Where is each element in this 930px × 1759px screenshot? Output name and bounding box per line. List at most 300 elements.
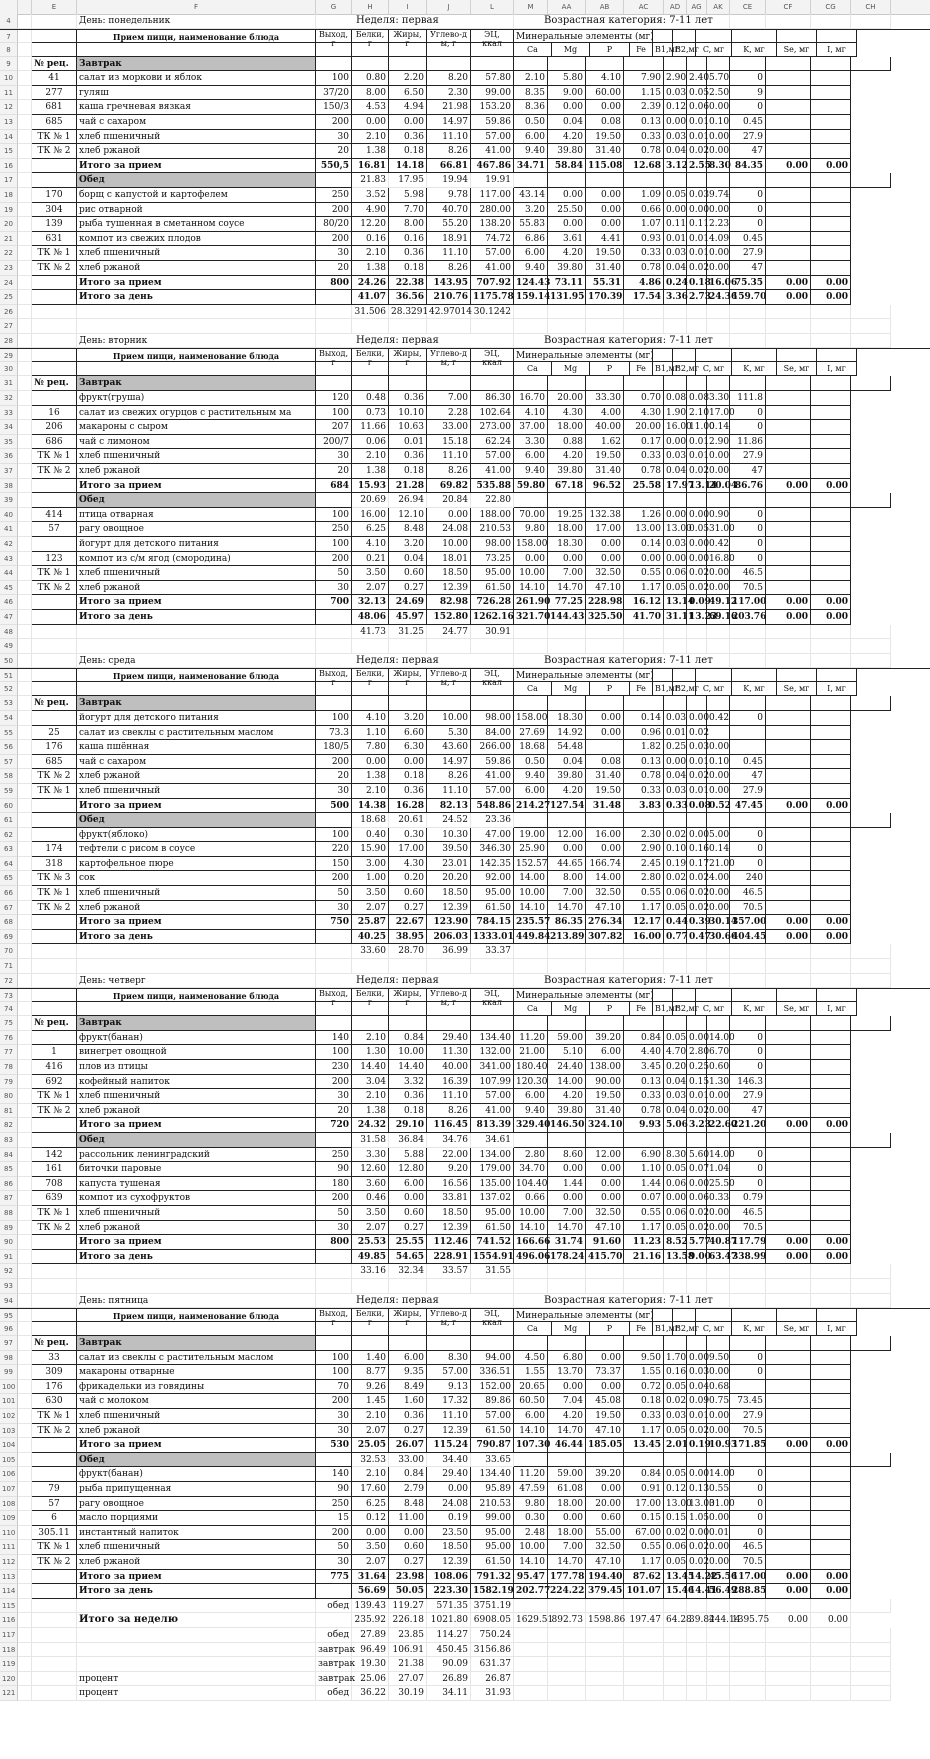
value-cell[interactable]: 98.00 (471, 711, 514, 726)
dish-name[interactable]: Итого за прием (77, 159, 316, 174)
value-cell[interactable]: 170.39 (586, 290, 624, 305)
value-cell[interactable]: 200 (316, 552, 352, 567)
value-cell[interactable]: 19.50 (586, 784, 624, 799)
column-title-i[interactable]: I, мг (817, 682, 857, 696)
value-cell[interactable]: 18.50 (427, 1206, 471, 1221)
column-title-b2[interactable]: B2,мг (673, 1002, 696, 1016)
value-cell[interactable]: 30 (316, 1409, 352, 1424)
cell[interactable] (851, 1599, 891, 1614)
value-cell[interactable]: 59.00 (548, 1031, 586, 1046)
cell[interactable] (316, 1016, 352, 1031)
value-cell[interactable]: 707.92 (471, 276, 514, 291)
value-cell[interactable] (316, 1584, 352, 1599)
cell[interactable] (664, 1672, 687, 1687)
percent-value[interactable]: 31.506 (352, 305, 389, 320)
value-cell[interactable]: 7.04 (548, 1394, 586, 1409)
row-number[interactable]: 87 (0, 1191, 18, 1206)
value-cell[interactable]: 47.00 (471, 828, 514, 843)
value-cell[interactable] (766, 100, 811, 115)
column-title-energy[interactable]: ЭЦ, ккал (471, 349, 514, 362)
value-cell[interactable]: 18.50 (427, 1540, 471, 1555)
value-cell[interactable]: 0.00 (389, 115, 427, 130)
value-cell[interactable]: 17.00 (389, 842, 427, 857)
value-cell[interactable]: 5.70 (707, 71, 730, 86)
value-cell[interactable] (811, 1148, 851, 1163)
value-cell[interactable]: 0.00 (586, 1191, 624, 1206)
value-cell[interactable]: 0.08 (664, 391, 687, 406)
value-cell[interactable]: 1.09 (624, 188, 664, 203)
value-cell[interactable]: 99.00 (471, 86, 514, 101)
value-cell[interactable] (811, 1045, 851, 1060)
cell[interactable] (730, 813, 766, 828)
value-cell[interactable] (766, 1351, 811, 1366)
value-cell[interactable]: 70 (316, 1380, 352, 1395)
cell[interactable] (514, 1628, 548, 1643)
row-number[interactable]: 92 (0, 1264, 18, 1279)
value-cell[interactable]: 0.01 (687, 784, 707, 799)
cell[interactable] (673, 989, 696, 1002)
summary-value[interactable]: 26.87 (471, 1672, 514, 1687)
value-cell[interactable]: 25.50 (707, 1177, 730, 1192)
cell[interactable] (32, 974, 77, 989)
value-cell[interactable]: 0 (730, 217, 766, 232)
cell[interactable] (427, 1322, 471, 1336)
recipe-number[interactable] (32, 1118, 77, 1133)
value-cell[interactable]: 3.61 (548, 232, 586, 247)
value-cell[interactable]: 0.06 (687, 100, 707, 115)
dish-name[interactable]: чай с молоком (77, 1394, 316, 1409)
dish-name[interactable]: картофельное пюре (77, 857, 316, 872)
value-cell[interactable]: 0.00 (586, 537, 624, 552)
dish-name[interactable]: фрукт(груша) (77, 391, 316, 406)
week-total-label[interactable]: Итого за неделю (77, 1613, 316, 1628)
value-cell[interactable]: 2.39 (624, 100, 664, 115)
value-cell[interactable]: 0.16 (687, 842, 707, 857)
column-title-b1[interactable]: B1,мг (653, 1002, 673, 1016)
value-cell[interactable]: 0.03 (687, 188, 707, 203)
cell[interactable] (548, 57, 586, 72)
cell[interactable] (548, 1599, 586, 1614)
cell[interactable] (730, 1672, 766, 1687)
value-cell[interactable]: 95.89 (471, 1482, 514, 1497)
value-cell[interactable] (766, 1104, 811, 1119)
recipe-number[interactable]: ТК № 3 (32, 871, 77, 886)
value-cell[interactable]: 2.90 (664, 71, 687, 86)
value-cell[interactable]: 0.03 (664, 449, 687, 464)
dish-name[interactable]: сок (77, 871, 316, 886)
value-cell[interactable] (811, 203, 851, 218)
row-number[interactable]: 74 (0, 1002, 18, 1016)
cell[interactable] (687, 1672, 707, 1687)
value-cell[interactable]: 33.81 (427, 1191, 471, 1206)
value-cell[interactable]: 0.33 (624, 784, 664, 799)
value-cell[interactable]: 15 (316, 1511, 352, 1526)
percent-value[interactable]: 28.70 (389, 944, 427, 959)
column-title-name[interactable]: Прием пищи, наименование блюда (77, 349, 316, 362)
value-cell[interactable]: 2.10 (687, 406, 707, 421)
cell[interactable] (811, 319, 851, 334)
value-cell[interactable] (766, 203, 811, 218)
value-cell[interactable]: 49.12 (707, 595, 730, 610)
cell[interactable] (811, 1294, 851, 1309)
value-cell[interactable]: 0 (730, 857, 766, 872)
cell[interactable] (32, 305, 77, 320)
value-cell[interactable] (811, 1162, 851, 1177)
row-number[interactable]: 107 (0, 1482, 18, 1497)
column-header[interactable]: J (427, 0, 471, 14)
cell[interactable] (32, 654, 77, 669)
value-cell[interactable]: 0.00 (548, 842, 586, 857)
recipe-number[interactable]: 681 (32, 100, 77, 115)
value-cell[interactable]: 124.43 (514, 276, 548, 291)
value-cell[interactable]: 100 (316, 406, 352, 421)
value-cell[interactable] (811, 828, 851, 843)
value-cell[interactable]: 0.55 (624, 1540, 664, 1555)
value-cell[interactable]: 2.55 (687, 159, 707, 174)
column-title-i[interactable]: I, мг (817, 362, 857, 376)
cell[interactable] (766, 625, 811, 640)
value-cell[interactable]: 0.11 (687, 217, 707, 232)
cell[interactable] (811, 1643, 851, 1658)
value-cell[interactable]: 150 (316, 857, 352, 872)
cell[interactable] (766, 1599, 811, 1614)
row-number[interactable]: 59 (0, 784, 18, 799)
value-cell[interactable]: 0.00 (687, 1177, 707, 1192)
recipe-number[interactable] (32, 1584, 77, 1599)
column-title-k[interactable]: K, мг (732, 362, 777, 376)
row-number[interactable]: 105 (0, 1453, 18, 1468)
value-cell[interactable]: 3.30 (707, 391, 730, 406)
value-cell[interactable]: 0.00 (766, 1118, 811, 1133)
value-cell[interactable]: 7.00 (548, 1540, 586, 1555)
row-number[interactable]: 57 (0, 755, 18, 770)
value-cell[interactable]: 0.75 (707, 1394, 730, 1409)
row-number[interactable]: 44 (0, 566, 18, 581)
value-cell[interactable]: 11.10 (427, 1089, 471, 1104)
meal-label[interactable]: завтрак (316, 1643, 352, 1658)
cell[interactable] (707, 639, 730, 654)
cell[interactable] (707, 1672, 730, 1687)
value-cell[interactable] (766, 130, 811, 145)
cell[interactable] (707, 1336, 730, 1351)
cell[interactable] (316, 1133, 352, 1148)
cell[interactable] (389, 319, 427, 334)
value-cell[interactable]: 30 (316, 1089, 352, 1104)
value-cell[interactable]: 9.80 (514, 1497, 548, 1512)
value-cell[interactable]: 13.00 (664, 1497, 687, 1512)
recipe-number[interactable]: 305.11 (32, 1526, 77, 1541)
value-cell[interactable]: 180.40 (514, 1060, 548, 1075)
value-cell[interactable]: 3.00 (352, 857, 389, 872)
dish-name[interactable]: Итого за прием (77, 1570, 316, 1585)
value-cell[interactable]: 20.00 (624, 420, 664, 435)
cell[interactable] (851, 1016, 891, 1031)
value-cell[interactable]: 0.21 (352, 552, 389, 567)
value-cell[interactable]: 0 (730, 1045, 766, 1060)
cell[interactable] (777, 1309, 817, 1322)
cell[interactable] (730, 944, 766, 959)
age-category-label[interactable]: Возрастная категория: 7-11 лет (514, 1294, 730, 1309)
row-number[interactable]: 33 (0, 406, 18, 421)
value-cell[interactable]: 46.5 (730, 566, 766, 581)
value-cell[interactable]: 142.35 (471, 857, 514, 872)
cell[interactable] (730, 1336, 766, 1351)
cell[interactable] (427, 959, 471, 974)
cell[interactable] (851, 319, 891, 334)
cell[interactable] (696, 989, 732, 1002)
dish-name[interactable]: салат из свеклы с растительным маслом (77, 726, 316, 741)
value-cell[interactable] (766, 1045, 811, 1060)
value-cell[interactable]: 0 (730, 1511, 766, 1526)
value-cell[interactable]: 1.38 (352, 1104, 389, 1119)
cell[interactable] (389, 1322, 427, 1336)
value-cell[interactable]: 39.50 (427, 842, 471, 857)
dish-name[interactable]: птица отварная (77, 508, 316, 523)
value-cell[interactable]: 0.18 (687, 276, 707, 291)
cell[interactable] (707, 944, 730, 959)
cell[interactable] (730, 696, 766, 711)
dish-name[interactable]: хлеб пшеничный (77, 886, 316, 901)
value-cell[interactable]: 0.00 (766, 1235, 811, 1250)
row-number[interactable]: 111 (0, 1540, 18, 1555)
cell[interactable] (77, 639, 316, 654)
value-cell[interactable]: 27.69 (514, 726, 548, 741)
value-cell[interactable]: 20.00 (586, 1497, 624, 1512)
row-number[interactable]: 47 (0, 610, 18, 625)
value-cell[interactable]: 34.71 (514, 159, 548, 174)
value-cell[interactable]: 20 (316, 1104, 352, 1119)
value-cell[interactable]: 20 (316, 144, 352, 159)
cell[interactable] (687, 1016, 707, 1031)
value-cell[interactable]: 0.00 (707, 1511, 730, 1526)
cell[interactable] (687, 1264, 707, 1279)
value-cell[interactable]: 27.9 (730, 130, 766, 145)
value-cell[interactable]: 22.38 (389, 276, 427, 291)
row-number[interactable]: 91 (0, 1250, 18, 1265)
value-cell[interactable]: 0 (730, 1148, 766, 1163)
value-cell[interactable]: 73.25 (471, 552, 514, 567)
value-cell[interactable] (766, 1526, 811, 1541)
value-cell[interactable]: 11.10 (427, 130, 471, 145)
cell[interactable] (316, 944, 352, 959)
column-title-prot[interactable]: Белки, г (352, 30, 389, 43)
cell[interactable] (766, 1643, 811, 1658)
cell[interactable] (586, 1657, 624, 1672)
value-cell[interactable] (316, 1250, 352, 1265)
value-cell[interactable]: 40.00 (586, 420, 624, 435)
value-cell[interactable]: 41.00 (471, 1104, 514, 1119)
row-number[interactable]: 80 (0, 1089, 18, 1104)
dish-name[interactable]: салат из моркови и яблок (77, 71, 316, 86)
value-cell[interactable]: 73.11 (548, 276, 586, 291)
value-cell[interactable]: 59.86 (471, 755, 514, 770)
value-cell[interactable]: 32.50 (586, 886, 624, 901)
cell[interactable] (514, 1264, 548, 1279)
value-cell[interactable]: 1.05 (687, 1511, 707, 1526)
dish-name[interactable]: Итого за день (77, 1584, 316, 1599)
cell[interactable] (586, 639, 624, 654)
row-number[interactable]: 12 (0, 100, 18, 115)
cell[interactable] (707, 1686, 730, 1701)
value-cell[interactable]: 45.08 (586, 1394, 624, 1409)
cell[interactable] (766, 1279, 811, 1294)
summary-value[interactable]: 114.27 (427, 1628, 471, 1643)
value-cell[interactable]: 82.98 (427, 595, 471, 610)
cell[interactable] (32, 1279, 77, 1294)
value-cell[interactable]: 46.5 (730, 1206, 766, 1221)
cell[interactable] (766, 1336, 811, 1351)
value-cell[interactable]: 0.00 (766, 1570, 811, 1585)
cell[interactable] (389, 639, 427, 654)
row-number[interactable]: 69 (0, 930, 18, 945)
dish-name[interactable]: хлеб ржаной (77, 261, 316, 276)
value-cell[interactable]: 39.20 (586, 1031, 624, 1046)
cell[interactable] (586, 696, 624, 711)
value-cell[interactable]: 60.50 (514, 1394, 548, 1409)
value-cell[interactable]: 0.00 (548, 217, 586, 232)
value-cell[interactable]: 47.10 (586, 1555, 624, 1570)
value-cell[interactable]: 0.96 (624, 726, 664, 741)
value-cell[interactable]: 0.00 (624, 552, 664, 567)
cell[interactable] (687, 1133, 707, 1148)
value-cell[interactable]: 0.19 (687, 1438, 707, 1453)
value-cell[interactable]: 13.00 (687, 1497, 707, 1512)
row-number[interactable]: 32 (0, 391, 18, 406)
column-title-mg[interactable]: Mg (552, 1002, 590, 1016)
cell[interactable] (766, 376, 811, 391)
value-cell[interactable]: 59.80 (514, 479, 548, 494)
value-cell[interactable]: 0 (730, 1351, 766, 1366)
cell[interactable] (664, 319, 687, 334)
value-cell[interactable]: 8.60 (548, 1148, 586, 1163)
dish-name[interactable]: рагу овощное (77, 522, 316, 537)
value-cell[interactable]: 0.50 (514, 755, 548, 770)
value-cell[interactable]: 95.00 (471, 1526, 514, 1541)
value-cell[interactable]: 177.78 (548, 1570, 586, 1585)
value-cell[interactable]: 1.62 (586, 435, 624, 450)
dish-name[interactable]: хлеб пшеничный (77, 246, 316, 261)
value-cell[interactable]: 0.78 (624, 1104, 664, 1119)
value-cell[interactable]: 0 (730, 1482, 766, 1497)
cell[interactable] (730, 974, 766, 989)
value-cell[interactable]: 61.50 (471, 901, 514, 916)
value-cell[interactable]: 0.00 (427, 1482, 471, 1497)
value-cell[interactable]: 6.00 (586, 1045, 624, 1060)
value-cell[interactable]: 31.40 (586, 261, 624, 276)
value-cell[interactable]: 108.06 (427, 1570, 471, 1585)
value-cell[interactable]: 0.36 (389, 391, 427, 406)
value-cell[interactable] (586, 740, 624, 755)
row-number[interactable]: 67 (0, 901, 18, 916)
value-cell[interactable]: 0.05 (664, 1380, 687, 1395)
value-cell[interactable]: 2.90 (707, 435, 730, 450)
column-title-c[interactable]: C, мг (696, 43, 732, 57)
cell[interactable] (811, 813, 851, 828)
cell[interactable] (664, 625, 687, 640)
column-title-mg[interactable]: Mg (552, 682, 590, 696)
value-cell[interactable]: 6.25 (352, 1497, 389, 1512)
value-cell[interactable]: 0.14 (624, 711, 664, 726)
value-cell[interactable]: 3.20 (389, 537, 427, 552)
cell[interactable] (851, 1264, 891, 1279)
value-cell[interactable]: 0.40 (352, 828, 389, 843)
value-cell[interactable]: 0.17 (624, 435, 664, 450)
percent-value[interactable]: 17.95 (389, 173, 427, 188)
age-category-label[interactable]: Возрастная категория: 7-11 лет (514, 334, 730, 349)
recipe-number[interactable]: 318 (32, 857, 77, 872)
value-cell[interactable]: 7.90 (624, 71, 664, 86)
cell[interactable] (514, 1336, 548, 1351)
value-cell[interactable]: 60.00 (586, 86, 624, 101)
value-cell[interactable]: 8.35 (514, 86, 548, 101)
value-cell[interactable] (766, 420, 811, 435)
value-cell[interactable]: 338.99 (730, 1250, 766, 1265)
value-cell[interactable]: 31.64 (352, 1570, 389, 1585)
dish-name[interactable]: хлеб пшеничный (77, 130, 316, 145)
cell[interactable] (389, 682, 427, 696)
summary-value[interactable]: 750.24 (471, 1628, 514, 1643)
value-cell[interactable]: 0.33 (664, 799, 687, 814)
recipe-number[interactable] (32, 159, 77, 174)
cell[interactable] (707, 1453, 730, 1468)
cell[interactable] (389, 959, 427, 974)
value-cell[interactable]: 0.00 (389, 1191, 427, 1206)
value-cell[interactable]: 0.04 (664, 1075, 687, 1090)
cell[interactable] (817, 989, 857, 1002)
cell[interactable] (730, 305, 766, 320)
value-cell[interactable]: 17.32 (427, 1394, 471, 1409)
value-cell[interactable]: 0.01 (687, 1089, 707, 1104)
value-cell[interactable]: 2.10 (514, 71, 548, 86)
cell[interactable] (811, 1264, 851, 1279)
value-cell[interactable]: 17.00 (624, 1497, 664, 1512)
value-cell[interactable]: 2.28 (427, 406, 471, 421)
cell[interactable] (514, 319, 548, 334)
cell[interactable] (851, 1336, 891, 1351)
value-cell[interactable]: 4.90 (352, 203, 389, 218)
day-label[interactable]: День: среда (77, 654, 316, 669)
dish-name[interactable]: Итого за прием (77, 1438, 316, 1453)
column-header[interactable]: L (471, 0, 514, 14)
value-cell[interactable]: 0.13 (687, 1482, 707, 1497)
column-title-p[interactable]: P (590, 682, 630, 696)
value-cell[interactable]: 15.46 (664, 1584, 687, 1599)
cell[interactable] (32, 1294, 77, 1309)
recipe-number[interactable]: 142 (32, 1148, 77, 1163)
cell[interactable] (514, 57, 548, 72)
value-cell[interactable] (730, 726, 766, 741)
value-cell[interactable]: 50 (316, 1206, 352, 1221)
value-cell[interactable]: 20.20 (427, 871, 471, 886)
column-title-ca[interactable]: Ca (514, 1002, 552, 1016)
cell[interactable] (766, 319, 811, 334)
cell[interactable] (427, 1336, 471, 1351)
percent-value[interactable]: 41.73 (352, 625, 389, 640)
value-cell[interactable]: 46.44 (548, 1438, 586, 1453)
value-cell[interactable]: 0 (730, 1467, 766, 1482)
recipe-number[interactable]: 414 (32, 508, 77, 523)
value-cell[interactable]: 0.00 (811, 159, 851, 174)
recipe-number[interactable]: ТК № 1 (32, 1540, 77, 1555)
summary-value[interactable]: 21.38 (389, 1657, 427, 1672)
value-cell[interactable]: 70.5 (730, 1424, 766, 1439)
value-cell[interactable] (766, 406, 811, 421)
cell[interactable] (32, 334, 77, 349)
value-cell[interactable] (766, 115, 811, 130)
value-cell[interactable]: 0.00 (586, 1380, 624, 1395)
value-cell[interactable]: 0.07 (687, 1162, 707, 1177)
value-cell[interactable]: 1.17 (624, 1424, 664, 1439)
